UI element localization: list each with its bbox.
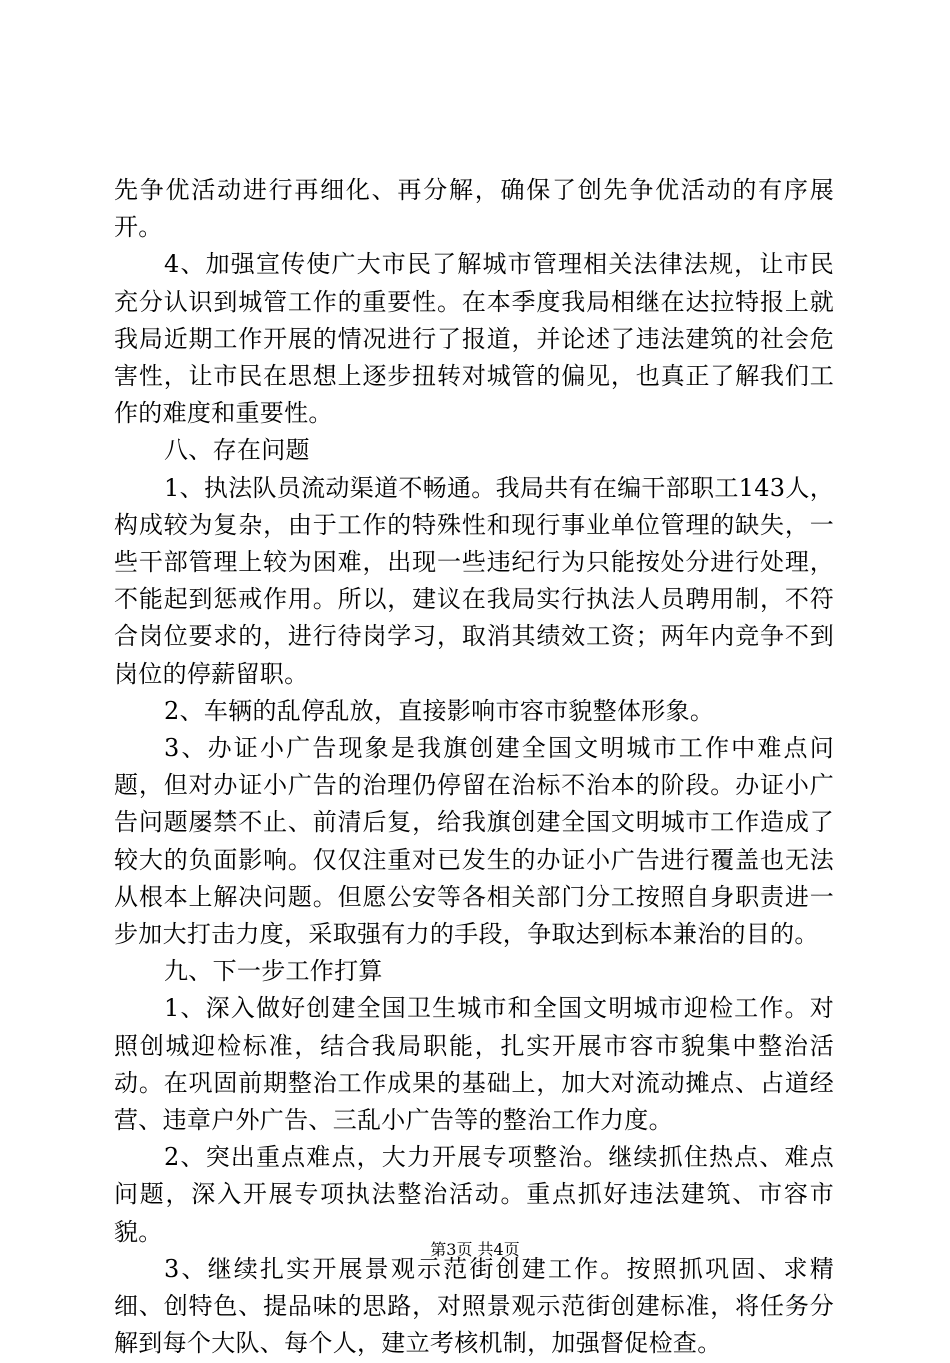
paragraph: 3、办证小广告现象是我旗创建全国文明城市工作中难点问题，但对办证小广告的治理仍停留在治标不治本的阶段。办证小广告问题屡禁不止、前清后复，给我旗创建全国文明城市工作造成了较大的负面影响。仅仅注重对已发生的办证小广告进行覆盖也无法从根本上解决问题。但愿公安等各相关部门分工按照自身职责进一步加大打击力度，采取强有力的手段，争取达到标本兼治的目的。 bbox=[114, 734, 834, 949]
paragraph: 4、加强宣传使广大市民了解城市管理相关法律法规，让市民充分认识到城管工作的重要性。在本季度我局相继在达拉特报上就我局近期工作开展的情况进行了报道，并论述了违法建筑的社会危害性，让市民在思想上逐步扭转对城管的偏见，也真正了解我们工作的难度和重要性。 bbox=[114, 250, 834, 428]
document-body bbox=[114, 172, 834, 1363]
paragraph: 先争优活动进行再细化、再分解，确保了创先争优活动的有序展开。 bbox=[114, 176, 834, 242]
section-heading: 八、存在问题 bbox=[164, 436, 310, 465]
paragraph: 1、深入做好创建全国卫生城市和全国文明城市迎检工作。对照创城迎检标准，结合我局职能，扎实开展市容市貌集中整治活动。在巩固前期整治工作成果的基础上，加大对流动摊点、占道经营、违章户外广告、三乱小广告等的整治工作力度。 bbox=[114, 994, 834, 1135]
paragraph: 2、突出重点难点，大力开展专项整治。继续抓住热点、难点问题，深入开展专项执法整治活动。重点抓好违法建筑、市容市貌。 bbox=[114, 1143, 834, 1246]
paragraph: 3、继续扎实开展景观示范街创建工作。按照抓巩固、求精细、创特色、提品味的思路，对照景观示范街创建标准，将任务分解到每个大队、每个人，建立考核机制，加强督促检查。 bbox=[114, 1254, 834, 1358]
page-number-footer: 第3页 共4页 bbox=[430, 1240, 520, 1259]
paragraph: 2、车辆的乱停乱放，直接影响市容市貌整体形象。 bbox=[164, 696, 715, 725]
section-heading: 九、下一步工作打算 bbox=[164, 957, 383, 986]
paragraph: 1、执法队员流动渠道不畅通。我局共有在编干部职工143人，构成较为复杂，由于工作的特殊性和现行事业单位管理的缺失，一些干部管理上较为困难，出现一些违纪行为只能按处分进行处理，不能起到惩戒作用。所以，建议在我局实行执法人员聘用制，不符合岗位要求的，进行待岗学习，取消其绩效工资；两年内竞争不到岗位的停薪留职。 bbox=[114, 473, 834, 688]
